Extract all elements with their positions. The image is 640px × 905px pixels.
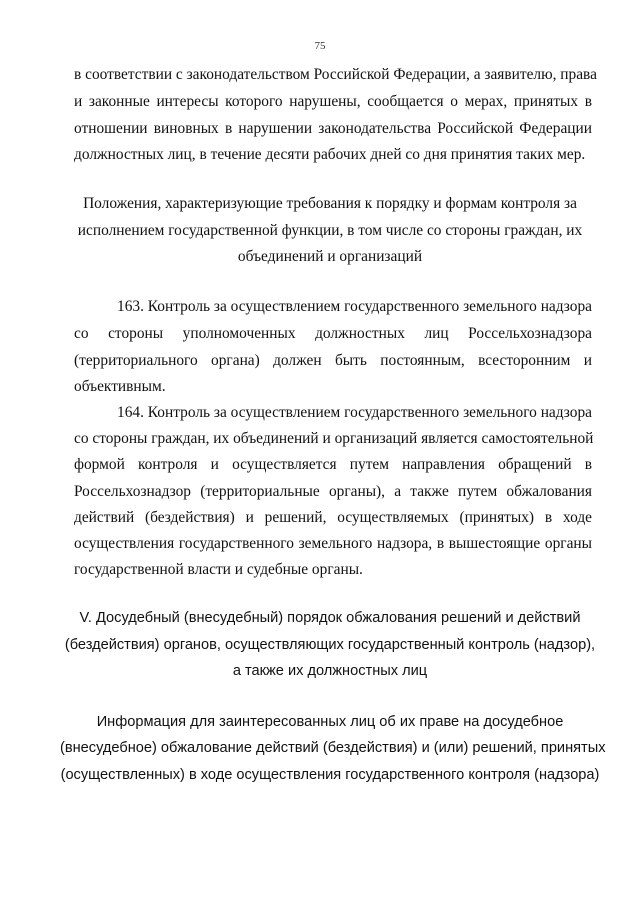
paragraph-line: со стороны уполномоченных должностных лиц Россельхознадзора (74, 325, 592, 342)
paragraph-line: 163. Контроль за осуществлением государственного земельного надзора (117, 298, 592, 315)
heading-line: (внесудебное) обжалование действий (бездействия) и (или) решений, принятых (60, 740, 606, 756)
paragraph-line: должностных лиц, в течение десяти рабочих дней со дня принятия таких мер. (74, 146, 586, 163)
heading-line: (осуществленных) в ходе осуществления государственного контроля (надзора) (60, 767, 600, 783)
paragraph-line: объективным. (74, 378, 166, 395)
paragraph-line: формой контроля и осуществляется путем направления обращений в (74, 456, 592, 473)
paragraph-line: и законные интересы которого нарушены, сообщается о мерах, принятых в (74, 93, 592, 110)
paragraph-line: (территориального органа) должен быть постоянным, всесторонним и (74, 352, 592, 369)
heading-line: V. Досудебный (внесудебный) порядок обжалования решений и действий (79, 610, 581, 626)
page-number: 75 (314, 40, 326, 52)
paragraph-line: в соответствии с законодательством Российской Федерации, а заявителю, права (74, 66, 597, 83)
paragraph-line: действий (бездействия) и решений, осуществляемых (принятых) в ходе (74, 509, 592, 526)
heading-line: Положения, характеризующие требования к порядку и формам контроля за (83, 195, 577, 212)
paragraph-line: 164. Контроль за осуществлением государственного земельного надзора (117, 404, 592, 421)
heading-line: исполнением государственной функции, в том числе со стороны граждан, их (77, 222, 583, 239)
heading-line: объединений и организаций (237, 248, 423, 265)
paragraph-line: государственной власти и судебные органы. (74, 561, 363, 578)
paragraph-line: со стороны граждан, их объединений и организаций является самостоятельной (74, 430, 594, 447)
heading-line: а также их должностных лиц (232, 663, 428, 679)
heading-line: (бездействия) органов, осуществляющих государственный контроль (надзор), (64, 637, 596, 653)
paragraph-line: осуществления государственного земельного надзора, в вышестоящие органы (74, 535, 592, 552)
heading-line: Информация для заинтересованных лиц об их праве на досудебное (96, 714, 564, 730)
paragraph-line: Россельхознадзор (территориальные органы), а также путем обжалования (74, 483, 592, 500)
paragraph-line: отношении виновных в нарушении законодательства Российской Федерации (74, 120, 592, 137)
